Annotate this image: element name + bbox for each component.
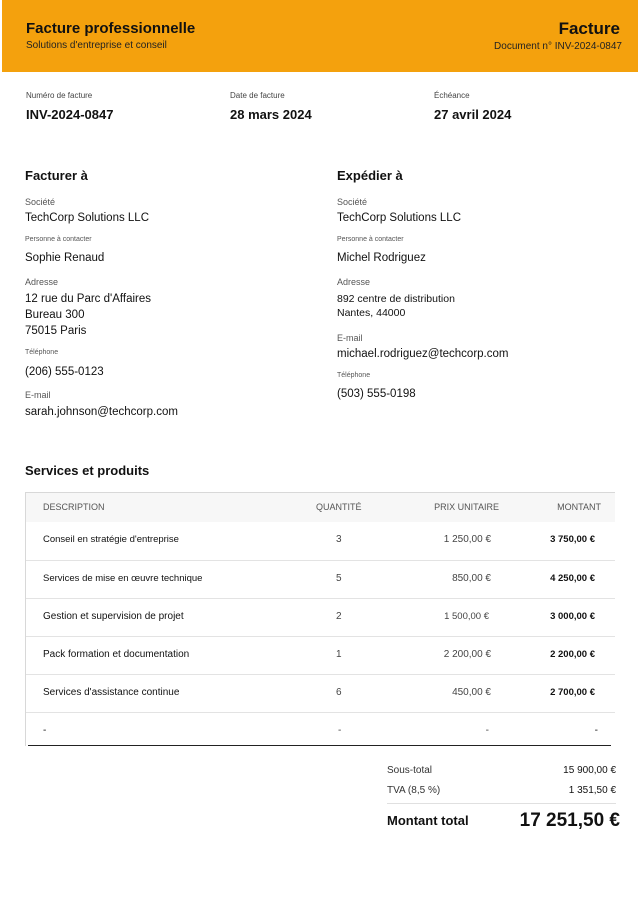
invoice-number-label: Numéro de facture <box>26 91 93 100</box>
ship-company: TechCorp Solutions LLC <box>337 212 462 224</box>
ship-phone-label: Téléphone <box>337 372 371 379</box>
bill-address-line1: 12 rue du Parc d'Affaires <box>25 293 152 305</box>
col-quantity: QUANTITÉ <box>316 502 362 512</box>
row-description: Conseil en stratégie d'entreprise <box>43 534 179 545</box>
table-row <box>26 712 615 747</box>
bill-email: sarah.johnson@techcorp.com <box>25 406 178 418</box>
due-date: 27 avril 2024 <box>434 107 512 122</box>
bill-email-label: E-mail <box>25 390 51 400</box>
invoice-date: 28 mars 2024 <box>230 107 312 122</box>
bill-address-label: Adresse <box>25 277 59 287</box>
row-unit-price: 450,00 € <box>452 687 491 698</box>
ship-address-label: Adresse <box>337 277 371 287</box>
row-description: Services de mise en œuvre technique <box>43 573 203 584</box>
row-unit-price: 1 250,00 € <box>443 534 491 545</box>
bill-phone-label: Téléphone <box>25 349 59 356</box>
col-amount: MONTANT <box>557 502 601 512</box>
table-row <box>26 674 615 713</box>
row-description: Gestion et supervision de projet <box>43 611 184 622</box>
table-row <box>26 560 615 599</box>
company-tagline: Solutions d'entreprise et conseil <box>26 40 167 51</box>
bill-contact: Sophie Renaud <box>25 252 105 264</box>
tax-label: TVA (8,5 %) <box>387 785 441 796</box>
ship-to-title: Expédier à <box>337 168 403 183</box>
row-quantity: 1 <box>336 649 342 660</box>
subtotal-label: Sous-total <box>387 765 433 776</box>
tax-value: 1 351,50 € <box>568 785 616 796</box>
total-label: Montant total <box>387 813 469 828</box>
row-amount: 2 700,00 € <box>550 687 595 698</box>
bill-contact-label: Personne à contacter <box>25 236 92 243</box>
table-header <box>26 493 615 522</box>
bill-company: TechCorp Solutions LLC <box>25 212 150 224</box>
row-description: Pack formation et documentation <box>43 649 190 660</box>
bill-company-label: Société <box>25 197 56 207</box>
table-row <box>26 636 615 675</box>
col-unit-price: PRIX UNITAIRE <box>434 502 499 512</box>
bill-address-line2: Bureau 300 <box>25 309 85 321</box>
ship-email-label: E-mail <box>337 333 363 343</box>
table-row <box>26 522 615 560</box>
services-table <box>25 492 615 746</box>
due-date-label: Échéance <box>434 91 470 100</box>
ship-contact-label: Personne à contacter <box>337 236 404 243</box>
row-unit-price: 2 200,00 € <box>443 649 491 660</box>
document-title: Facture <box>558 19 620 38</box>
row-quantity: - <box>338 725 342 736</box>
row-quantity: 2 <box>336 611 342 622</box>
total-value: 17 251,50 € <box>519 810 620 831</box>
table-row <box>26 598 615 637</box>
document-number: Document n° INV-2024-0847 <box>494 41 622 52</box>
invoice-number: INV-2024-0847 <box>26 107 114 122</box>
invoice-date-label: Date de facture <box>230 91 285 100</box>
ship-company-label: Société <box>337 197 368 207</box>
row-amount: - <box>594 725 598 736</box>
row-amount: 4 250,00 € <box>550 573 595 584</box>
row-amount: 3 750,00 € <box>550 534 595 545</box>
row-quantity: 6 <box>336 687 342 698</box>
row-unit-price: 1 500,00 € <box>444 611 489 622</box>
table-bottom-rule <box>28 745 611 746</box>
row-amount: 2 200,00 € <box>550 649 595 660</box>
row-quantity: 5 <box>336 573 342 584</box>
ship-address-line1: 892 centre de distribution <box>337 293 455 305</box>
subtotal-value: 15 900,00 € <box>563 765 616 776</box>
row-quantity: 3 <box>336 534 342 545</box>
row-description: - <box>43 725 47 736</box>
company-title: Facture professionnelle <box>26 20 196 37</box>
row-unit-price: 850,00 € <box>452 573 491 584</box>
ship-contact: Michel Rodriguez <box>337 252 426 264</box>
col-description: DESCRIPTION <box>43 502 105 512</box>
totals-divider <box>387 803 616 804</box>
row-amount: 3 000,00 € <box>550 611 595 622</box>
ship-email: michael.rodriguez@techcorp.com <box>337 348 509 360</box>
row-unit-price: - <box>485 725 489 736</box>
invoice-header <box>2 0 638 72</box>
services-title: Services et produits <box>25 463 150 478</box>
bill-to-title: Facturer à <box>25 168 88 183</box>
bill-phone: (206) 555-0123 <box>25 366 104 378</box>
ship-address-line2: Nantes, 44000 <box>337 307 406 319</box>
bill-address-line3: 75015 Paris <box>25 325 87 337</box>
row-description: Services d'assistance continue <box>43 687 180 698</box>
ship-phone: (503) 555-0198 <box>337 388 416 400</box>
